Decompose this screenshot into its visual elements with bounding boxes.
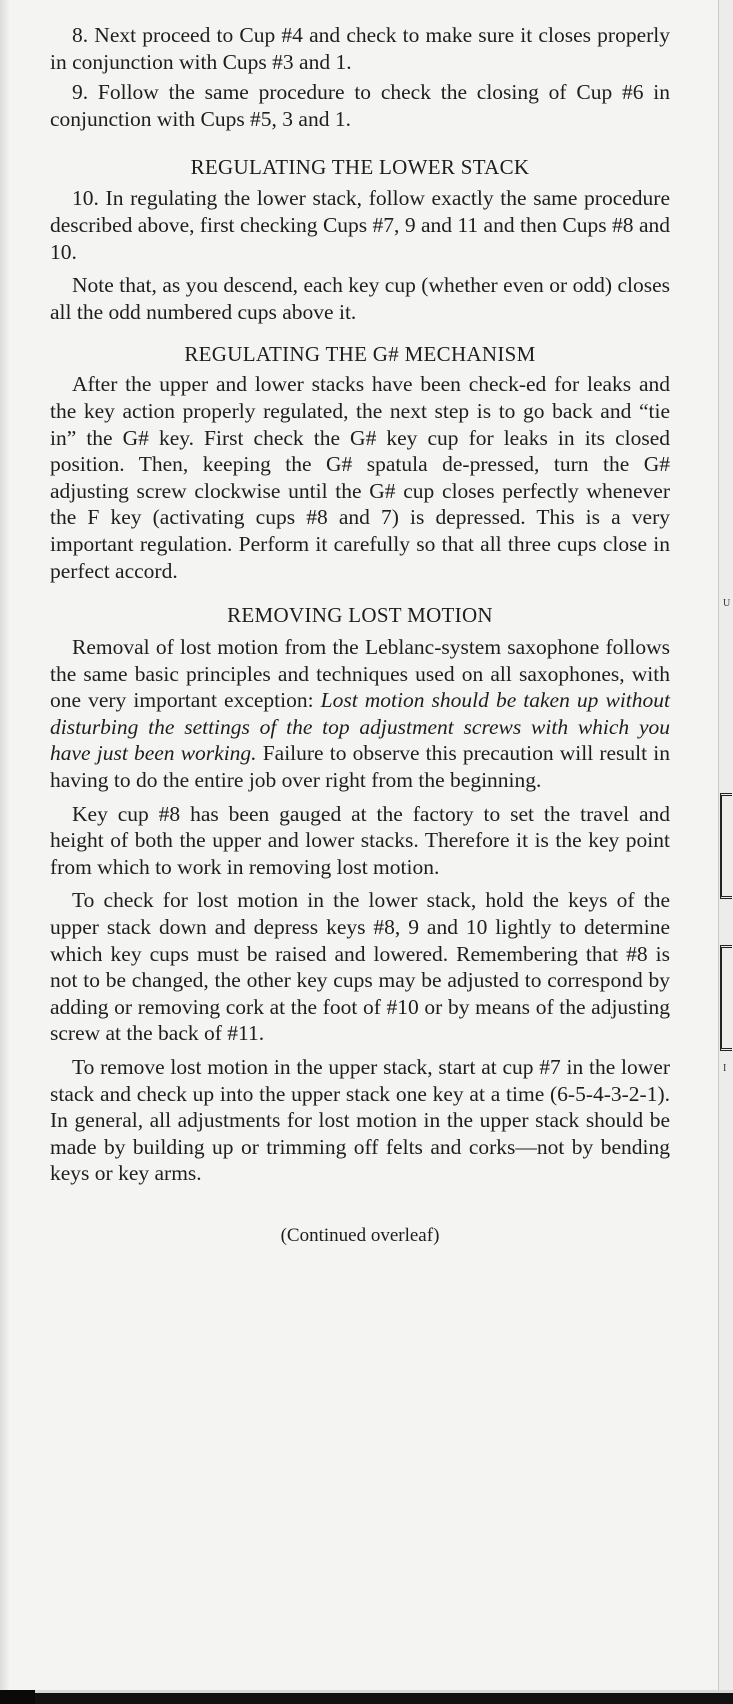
next-page-mark: U [723,598,731,609]
step-10-paragraph: 10. In regulating the lower stack, follow exactly the same procedure described above, first checking Cups #7, 9 and 11 and then Cups #8 and 10. [50,186,670,264]
removal-paragraph [50,634,670,794]
removal-end-text: Failure to observe this precaution will result in having to do the entire job over right from the beginning. [50,741,670,793]
page-bottom-edge [35,1690,733,1693]
removal-italic-text: Lost motion should be taken up without disturbing the settings of the top adjustment screws with which you have just been working. [50,688,670,766]
next-page-diagram-fragment [720,793,732,899]
next-page-mark: I [723,1063,727,1074]
heading-regulating-lower-stack: REGULATING THE LOWER STACK [190,155,530,180]
heading-regulating-gsharp-mechanism: REGULATING THE G# MECHANISM [184,342,536,367]
note-paragraph: Note that, as you descend, each key cup (whether even or odd) closes all the odd numbered cups above it. [50,273,670,324]
step-8-paragraph: 8. Next proceed to Cup #4 and check to make sure it closes properly in conjunction with Cups #3 and 1. [50,23,670,74]
upper-stack-paragraph: To remove lost motion in the upper stack, start at cup #7 in the lower stack and check up into the upper stack one key at a time (6-5-4-3-2-1). In general, all adjustments for lost motion in the upper stack should be made by building up or trimming off felts and corks—not by bending keys or key arms. [50,1055,670,1186]
step-9-paragraph: 9. Follow the same procedure to check the closing of Cup #6 in conjunction with Cups #5, 3 and 1. [50,80,670,131]
gsharp-paragraph: After the upper and lower stacks have been check-ed for leaks and the key action properly regulated, the next step is to go back and “tie in” the G# key. First check the G# key cup for leaks in its closed position. Then, keeping the G# spatula de-pressed, turn the G# adjusting screw clockwise until the G# cup closes perfectly whenever the F key (activating cups #8 and 7) is depressed. This is a very important regulation. Perform it carefully so that all three cups close in perfect accord. [50,372,670,583]
scanner-bed-edge [0,1690,733,1704]
continued-overleaf-note: (Continued overleaf) [280,1224,440,1246]
page-content [50,22,670,1250]
next-page-diagram-fragment [720,945,732,1051]
key-cup-8-paragraph: Key cup #8 has been gauged at the factory to set the travel and height of both the upper and lower stacks. Therefore it is the key point from which to work in removing lost motion. [50,801,670,879]
removal-intro-text: Removal of lost motion from the Leblanc-system saxophone follows the same basic principles and techniques used on all saxophones, with one very important exception: [50,635,670,713]
next-page-edge [719,0,733,1690]
lower-stack-check-paragraph: To check for lost motion in the lower stack, hold the keys of the upper stack down and depress keys #8, 9 and 10 lightly to determine which key cups must be raised and lowered. Remembering that #8 is not to be changed, the other key cups may be adjusted to correspond by adding or removing cork at the foot of #10 or by means of the adjusting screw at the back of #11. [50,888,670,1046]
scanner-bed-corner [0,1690,35,1704]
page-gutter-shadow [0,0,10,1690]
heading-removing-lost-motion: REMOVING LOST MOTION [227,603,493,628]
